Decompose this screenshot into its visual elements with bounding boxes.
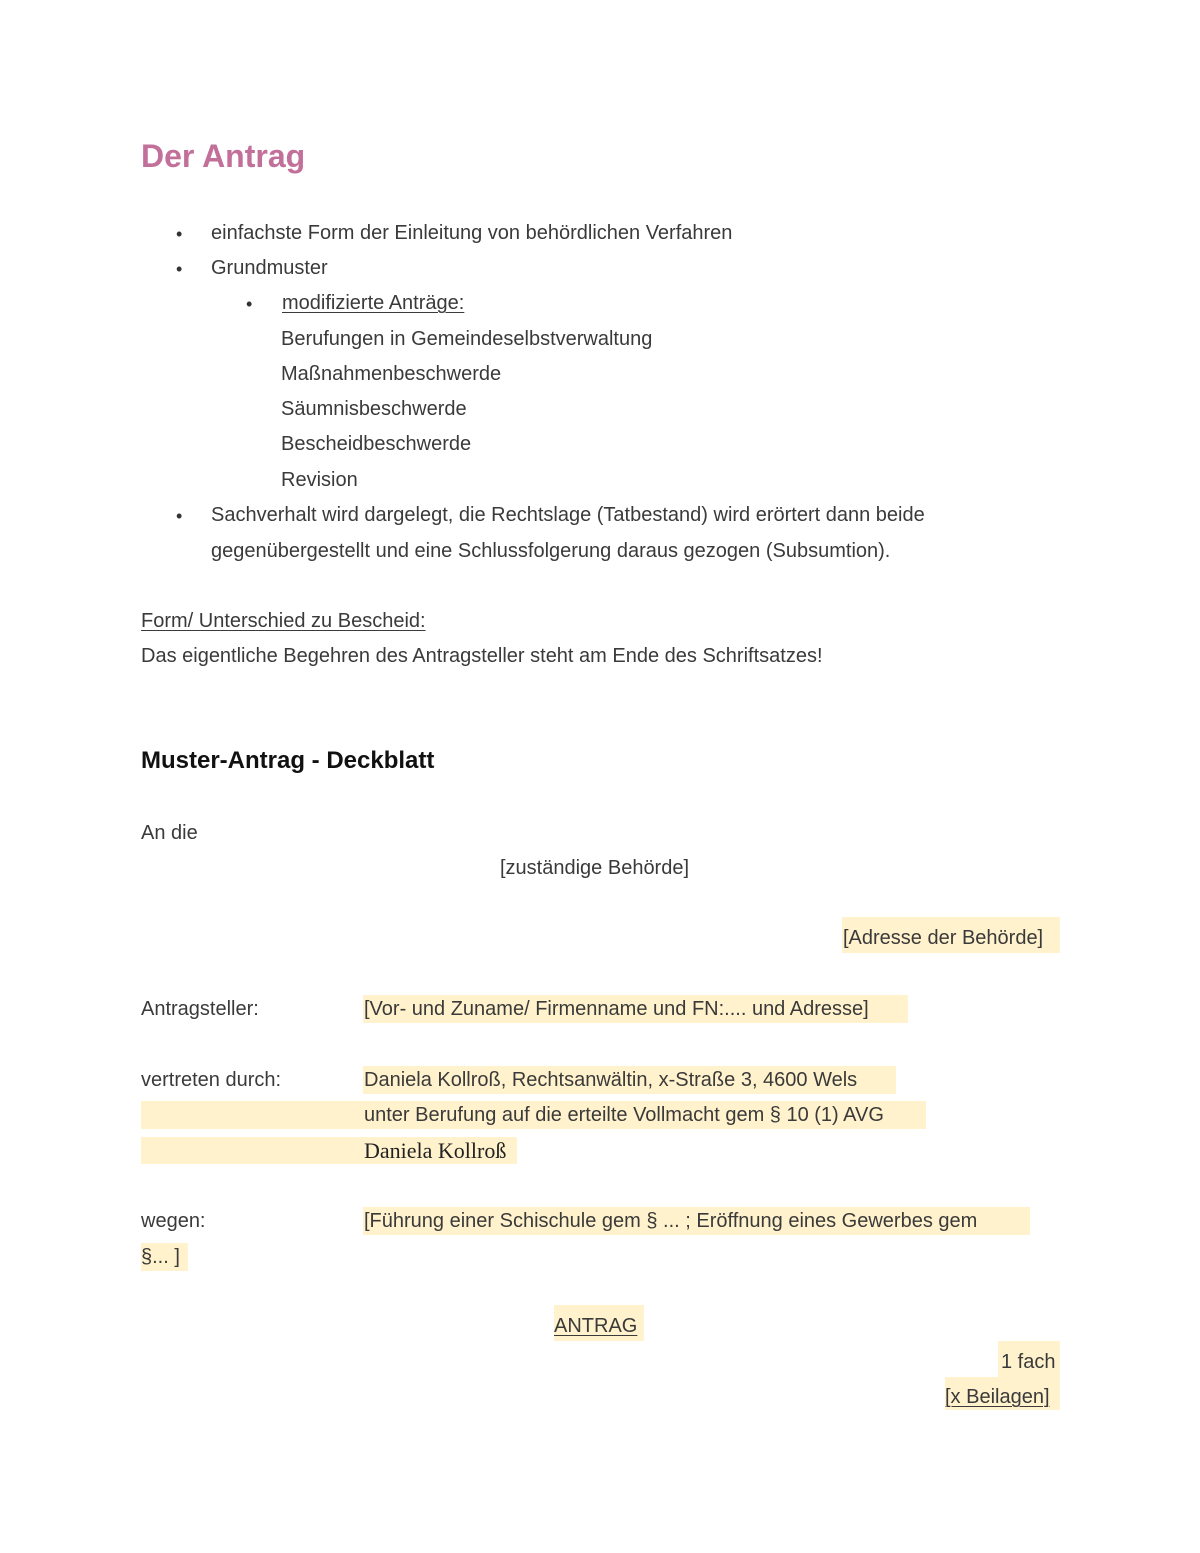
sub-list-item: Revision bbox=[281, 469, 358, 491]
form-heading: Form/ Unterschied zu Bescheid: bbox=[141, 610, 426, 632]
an-die-label: An die bbox=[141, 822, 198, 844]
fach-label: 1 fach bbox=[1001, 1351, 1056, 1373]
sub-list-item: Säumnisbeschwerde bbox=[281, 398, 467, 420]
vertreten-label: vertreten durch: bbox=[141, 1069, 282, 1091]
vertreten-line-3: Daniela Kollroß bbox=[364, 1138, 507, 1163]
antragsteller-label: Antragsteller: bbox=[141, 998, 259, 1020]
behoerde-placeholder: [zuständige Behörde] bbox=[500, 857, 690, 879]
beilagen-label: [x Beilagen] bbox=[945, 1386, 1050, 1408]
bullet-glyph: • bbox=[246, 294, 253, 314]
bullet-item-3-line-1: Sachverhalt wird dargelegt, die Rechtslage (Tatbestand) wird erörtert dann beide bbox=[211, 504, 925, 526]
bullet-glyph: • bbox=[176, 506, 183, 526]
page-title: Der Antrag bbox=[141, 138, 306, 174]
wegen-line-2: §... ] bbox=[141, 1246, 180, 1268]
wegen-label: wegen: bbox=[141, 1210, 206, 1232]
bullet-item-3-line-2: gegenübergestellt und eine Schlussfolgerung daraus gezogen (Subsumtion). bbox=[211, 540, 891, 562]
bullet-item-2: Grundmuster bbox=[211, 257, 328, 279]
bullet-glyph: • bbox=[176, 224, 183, 244]
antragsteller-value: [Vor- und Zuname/ Firmenname und FN:.... und Adresse] bbox=[364, 998, 869, 1020]
vertreten-line-1: Daniela Kollroß, Rechtsanwältin, x-Straße 3, 4600 Wels bbox=[364, 1069, 858, 1091]
vertreten-line-2: unter Berufung auf die erteilte Vollmacht gem § 10 (1) AVG bbox=[364, 1104, 884, 1126]
bullet-item-1: einfachste Form der Einleitung von behördlichen Verfahren bbox=[211, 222, 733, 244]
muster-heading: Muster-Antrag - Deckblatt bbox=[141, 747, 435, 774]
sub-list-item: Maßnahmenbeschwerde bbox=[281, 363, 502, 385]
adresse-placeholder: [Adresse der Behörde] bbox=[843, 927, 1044, 949]
sub-list-item: Berufungen in Gemeindeselbstverwaltung bbox=[281, 328, 653, 350]
wegen-line-1: [Führung einer Schischule gem § ... ; Eröffnung eines Gewerbes gem bbox=[364, 1210, 978, 1232]
antrag-heading: ANTRAG bbox=[554, 1315, 638, 1337]
form-text: Das eigentliche Begehren des Antragsteller steht am Ende des Schriftsatzes! bbox=[141, 645, 823, 667]
bullet-glyph: • bbox=[176, 259, 183, 279]
sub-list-item: Bescheidbeschwerde bbox=[281, 433, 472, 455]
sub-list-heading: modifizierte Anträge: bbox=[282, 292, 465, 314]
